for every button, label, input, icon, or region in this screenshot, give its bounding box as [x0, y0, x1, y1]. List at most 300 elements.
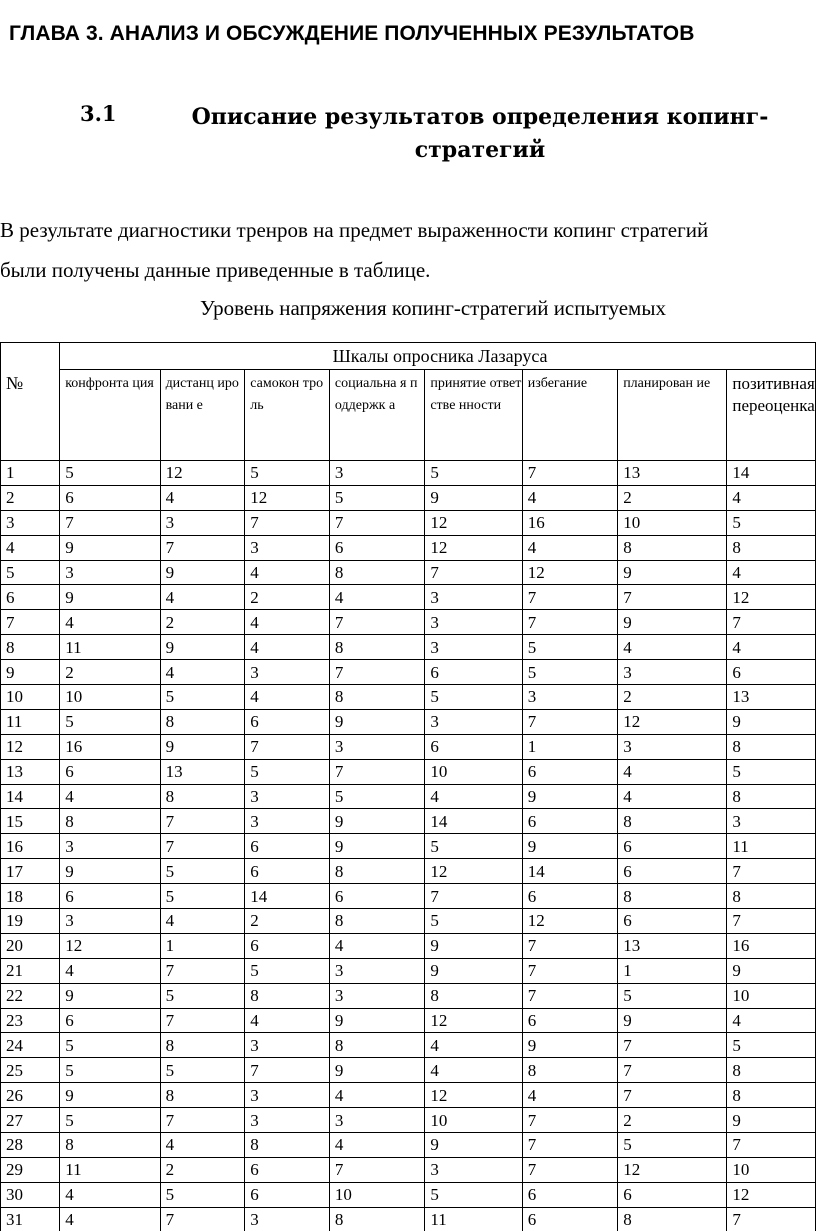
- table-cell: 2: [245, 909, 330, 934]
- table-cell: 6: [245, 709, 330, 734]
- table-cell: 7: [727, 1133, 816, 1158]
- table-cell: 4: [329, 1133, 424, 1158]
- table-cell: 7: [522, 1133, 617, 1158]
- table-cell: 4: [245, 685, 330, 710]
- table-cell: 8: [727, 1083, 816, 1108]
- paragraph-line2: были получены данные приведенные в таблице.: [0, 258, 431, 282]
- table-cell: 6: [522, 1182, 617, 1207]
- table-cell: 2: [160, 610, 245, 635]
- table-cell: 9: [618, 610, 727, 635]
- row-number-cell: 6: [1, 585, 60, 610]
- table-cell: 3: [727, 809, 816, 834]
- table-cell: 8: [160, 709, 245, 734]
- table-cell: 2: [60, 660, 160, 685]
- table-cell: 6: [522, 1008, 617, 1033]
- table-cell: 4: [522, 485, 617, 510]
- table-cell: 7: [727, 610, 816, 635]
- table-cell: 7: [727, 909, 816, 934]
- table-cell: 9: [329, 834, 424, 859]
- table-cell: 12: [727, 585, 816, 610]
- table-cell: 12: [425, 535, 522, 560]
- table-cell: 6: [522, 884, 617, 909]
- table-cell: 4: [425, 784, 522, 809]
- results-table: [0, 342, 816, 1231]
- table-cell: 4: [245, 560, 330, 585]
- table-cell: 4: [522, 1083, 617, 1108]
- table-cell: 6: [60, 485, 160, 510]
- table-row: [1, 983, 816, 1008]
- table-row: [1, 809, 816, 834]
- table-cell: 4: [160, 660, 245, 685]
- column-header: конфронта ция: [60, 370, 160, 461]
- table-cell: 4: [60, 610, 160, 635]
- table-cell: 12: [425, 510, 522, 535]
- table-row: [1, 709, 816, 734]
- column-header: планирован ие: [618, 370, 727, 461]
- table-cell: 7: [160, 834, 245, 859]
- table-cell: 7: [522, 709, 617, 734]
- table-cell: 6: [245, 834, 330, 859]
- number-header-label: №: [6, 373, 24, 393]
- table-cell: 3: [618, 734, 727, 759]
- table-cell: 3: [245, 1033, 330, 1058]
- table-cell: 12: [618, 1157, 727, 1182]
- row-number-cell: 30: [1, 1182, 60, 1207]
- row-number-cell: 23: [1, 1008, 60, 1033]
- table-cell: 8: [425, 983, 522, 1008]
- row-number-cell: 21: [1, 958, 60, 983]
- table-row: [1, 1008, 816, 1033]
- table-cell: 16: [522, 510, 617, 535]
- row-number-cell: 13: [1, 759, 60, 784]
- table-cell: 7: [160, 1108, 245, 1133]
- table-cell: 9: [60, 585, 160, 610]
- row-number-cell: 26: [1, 1083, 60, 1108]
- table-row: [1, 461, 816, 486]
- table-cell: 9: [425, 958, 522, 983]
- table-cell: 12: [522, 560, 617, 585]
- table-cell: 7: [329, 1157, 424, 1182]
- table-cell: 7: [618, 1083, 727, 1108]
- table-cell: 1: [618, 958, 727, 983]
- table-cell: 3: [60, 909, 160, 934]
- table-cell: 14: [727, 461, 816, 486]
- table-cell: 4: [60, 784, 160, 809]
- table-row: [1, 784, 816, 809]
- table-cell: 3: [245, 1108, 330, 1133]
- table-cell: 12: [522, 909, 617, 934]
- table-cell: 7: [329, 610, 424, 635]
- row-number-cell: 9: [1, 660, 60, 685]
- table-cell: 2: [245, 585, 330, 610]
- table-cell: 6: [245, 933, 330, 958]
- table-cell: 5: [245, 958, 330, 983]
- table-cell: 5: [329, 485, 424, 510]
- table-cell: 6: [618, 834, 727, 859]
- table-cell: 13: [727, 685, 816, 710]
- table-cell: 4: [727, 560, 816, 585]
- table-cell: 13: [618, 933, 727, 958]
- table-cell: 10: [60, 685, 160, 710]
- table-cell: 4: [329, 585, 424, 610]
- table-cell: 7: [245, 1058, 330, 1083]
- table-cell: 7: [522, 983, 617, 1008]
- table-cell: 9: [60, 1083, 160, 1108]
- table-cell: 9: [329, 709, 424, 734]
- table-cell: 1: [522, 734, 617, 759]
- table-cell: 4: [160, 909, 245, 934]
- table-cell: 6: [727, 660, 816, 685]
- table-cell: 3: [245, 1207, 330, 1231]
- table-cell: 7: [425, 560, 522, 585]
- row-number-cell: 12: [1, 734, 60, 759]
- table-row: [1, 759, 816, 784]
- table-cell: 4: [160, 485, 245, 510]
- table-cell: 7: [522, 610, 617, 635]
- table-cell: 4: [618, 759, 727, 784]
- table-cell: 4: [160, 1133, 245, 1158]
- table-cell: 4: [245, 610, 330, 635]
- table-row: [1, 1182, 816, 1207]
- table-cell: 7: [160, 958, 245, 983]
- table-cell: 13: [160, 759, 245, 784]
- table-cell: 12: [425, 859, 522, 884]
- table-row: [1, 884, 816, 909]
- table-cell: 5: [425, 834, 522, 859]
- row-number-cell: 27: [1, 1108, 60, 1133]
- table-cell: 14: [425, 809, 522, 834]
- table-cell: 10: [727, 1157, 816, 1182]
- table-cell: 12: [160, 461, 245, 486]
- table-cell: 11: [60, 635, 160, 660]
- table-cell: 7: [618, 1058, 727, 1083]
- row-number-cell: 24: [1, 1033, 60, 1058]
- table-cell: 3: [618, 660, 727, 685]
- table-cell: 3: [329, 958, 424, 983]
- table-cell: 3: [245, 535, 330, 560]
- table-cell: 9: [329, 1058, 424, 1083]
- table-cell: 9: [425, 933, 522, 958]
- table-cell: 4: [60, 958, 160, 983]
- table-cell: 4: [425, 1033, 522, 1058]
- table-cell: 4: [329, 1083, 424, 1108]
- table-cell: 5: [727, 759, 816, 784]
- section-number: 3.1: [80, 101, 117, 126]
- table-cell: 7: [425, 884, 522, 909]
- table-cell: 6: [522, 759, 617, 784]
- table-cell: 5: [60, 1033, 160, 1058]
- table-cell: 5: [329, 784, 424, 809]
- row-number-cell: 14: [1, 784, 60, 809]
- table-cell: 3: [329, 983, 424, 1008]
- table-cell: 3: [425, 635, 522, 660]
- table-cell: 3: [245, 1083, 330, 1108]
- table-cell: 8: [329, 859, 424, 884]
- table-cell: 3: [245, 809, 330, 834]
- table-cell: 8: [618, 1207, 727, 1231]
- table-cell: 6: [329, 535, 424, 560]
- table-cell: 8: [618, 535, 727, 560]
- table-cell: 4: [618, 784, 727, 809]
- table-cell: 7: [329, 510, 424, 535]
- table-cell: 9: [329, 809, 424, 834]
- table-cell: 3: [245, 784, 330, 809]
- table-cell: 2: [618, 485, 727, 510]
- table-row: [1, 834, 816, 859]
- table-cell: 10: [329, 1182, 424, 1207]
- table-cell: 12: [618, 709, 727, 734]
- table-cell: 9: [60, 535, 160, 560]
- table-cell: 8: [160, 784, 245, 809]
- table-cell: 3: [329, 461, 424, 486]
- table-cell: 5: [522, 660, 617, 685]
- table-cell: 7: [522, 958, 617, 983]
- row-number-cell: 3: [1, 510, 60, 535]
- table-cell: 10: [425, 1108, 522, 1133]
- table-cell: 8: [727, 535, 816, 560]
- table-cell: 9: [727, 1108, 816, 1133]
- row-number-cell: 20: [1, 933, 60, 958]
- table-cell: 6: [329, 884, 424, 909]
- body-paragraph: [0, 210, 816, 290]
- table-cell: 6: [618, 1182, 727, 1207]
- table-row: [1, 635, 816, 660]
- table-cell: 5: [160, 884, 245, 909]
- section-title: [90, 101, 790, 167]
- row-number-cell: 19: [1, 909, 60, 934]
- table-cell: 6: [522, 809, 617, 834]
- table-row: [1, 510, 816, 535]
- table-cell: 16: [727, 933, 816, 958]
- table-cell: 12: [425, 1008, 522, 1033]
- table-cell: 12: [60, 933, 160, 958]
- table-cell: 11: [60, 1157, 160, 1182]
- table-cell: 3: [245, 660, 330, 685]
- table-cell: 5: [160, 859, 245, 884]
- table-cell: 7: [160, 1207, 245, 1231]
- table-cell: 3: [425, 709, 522, 734]
- table-cell: 5: [245, 461, 330, 486]
- table-cell: 8: [727, 1058, 816, 1083]
- row-number-cell: 2: [1, 485, 60, 510]
- table-cell: 5: [60, 709, 160, 734]
- table-cell: 14: [522, 859, 617, 884]
- table-cell: 6: [60, 1008, 160, 1033]
- table-cell: 8: [329, 635, 424, 660]
- table-cell: 5: [425, 685, 522, 710]
- column-header: социальна я поддержк а: [329, 370, 424, 461]
- table-cell: 9: [727, 709, 816, 734]
- table-cell: 3: [60, 560, 160, 585]
- table-cell: 8: [329, 560, 424, 585]
- table-cell: 2: [618, 1108, 727, 1133]
- table-cell: 11: [727, 834, 816, 859]
- table-cell: 8: [329, 909, 424, 934]
- table-cell: 10: [425, 759, 522, 784]
- table-cell: 6: [618, 909, 727, 934]
- table-cell: 7: [522, 933, 617, 958]
- row-number-cell: 1: [1, 461, 60, 486]
- table-cell: 10: [727, 983, 816, 1008]
- table-cell: 12: [727, 1182, 816, 1207]
- table-cell: 5: [60, 1108, 160, 1133]
- table-cell: 13: [618, 461, 727, 486]
- table-cell: 5: [618, 983, 727, 1008]
- row-number-cell: 16: [1, 834, 60, 859]
- table-cell: 5: [160, 1182, 245, 1207]
- table-row: [1, 859, 816, 884]
- table-row: [1, 958, 816, 983]
- table-cell: 12: [245, 485, 330, 510]
- row-number-cell: 11: [1, 709, 60, 734]
- table-cell: 6: [60, 884, 160, 909]
- table-cell: 9: [60, 859, 160, 884]
- table-cell: 8: [160, 1033, 245, 1058]
- table-cell: 3: [425, 585, 522, 610]
- row-number-cell: 29: [1, 1157, 60, 1182]
- row-number-cell: 8: [1, 635, 60, 660]
- table-cell: 8: [160, 1083, 245, 1108]
- table-cell: 5: [727, 510, 816, 535]
- row-number-cell: 28: [1, 1133, 60, 1158]
- table-caption: Уровень напряжения копинг-стратегий испытуемых: [200, 296, 666, 320]
- table-cell: 6: [425, 660, 522, 685]
- column-header: дистанц ировани е: [160, 370, 245, 461]
- chapter-title: ГЛАВА 3. АНАЛИЗ И ОБСУЖДЕНИЕ ПОЛУЧЕННЫХ РЕЗУЛЬТАТОВ: [9, 22, 695, 45]
- table-cell: 5: [160, 983, 245, 1008]
- table-cell: 4: [245, 635, 330, 660]
- table-cell: 7: [727, 1207, 816, 1231]
- table-cell: 5: [425, 909, 522, 934]
- table-cell: 8: [60, 1133, 160, 1158]
- table-row: [1, 1058, 816, 1083]
- table-cell: 9: [60, 983, 160, 1008]
- table-cell: 5: [60, 1058, 160, 1083]
- table-cell: 8: [727, 884, 816, 909]
- table-cell: 4: [160, 585, 245, 610]
- table-cell: 9: [727, 958, 816, 983]
- table-cell: 8: [522, 1058, 617, 1083]
- table-cell: 16: [60, 734, 160, 759]
- table-cell: 11: [425, 1207, 522, 1231]
- table-cell: 6: [245, 1157, 330, 1182]
- table-cell: 7: [329, 759, 424, 784]
- table-cell: 5: [160, 685, 245, 710]
- table-cell: 9: [618, 560, 727, 585]
- table-cell: 9: [160, 560, 245, 585]
- table-cell: 4: [618, 635, 727, 660]
- table-cell: 9: [160, 734, 245, 759]
- table-cell: 3: [329, 1108, 424, 1133]
- table-cell: 5: [160, 1058, 245, 1083]
- table-cell: 7: [618, 585, 727, 610]
- table-row: [1, 535, 816, 560]
- table-row: [1, 1133, 816, 1158]
- table-cell: 14: [245, 884, 330, 909]
- table-row: [1, 610, 816, 635]
- table-cell: 2: [160, 1157, 245, 1182]
- column-header: избегание: [522, 370, 617, 461]
- row-number-cell: 10: [1, 685, 60, 710]
- section-title-line1: Описание результатов определения копинг-: [191, 104, 769, 130]
- table-cell: 4: [727, 635, 816, 660]
- table-cell: 8: [618, 809, 727, 834]
- table-cell: 9: [160, 635, 245, 660]
- number-header: [1, 343, 60, 461]
- column-header-row: [1, 370, 816, 461]
- row-number-cell: 17: [1, 859, 60, 884]
- table-cell: 4: [60, 1207, 160, 1231]
- table-row: [1, 1033, 816, 1058]
- table-row: [1, 560, 816, 585]
- table-cell: 7: [60, 510, 160, 535]
- table-cell: 3: [329, 734, 424, 759]
- row-number-cell: 22: [1, 983, 60, 1008]
- table-row: [1, 933, 816, 958]
- table-cell: 3: [60, 834, 160, 859]
- table-cell: 8: [727, 734, 816, 759]
- table-cell: 5: [245, 759, 330, 784]
- table-cell: 9: [522, 1033, 617, 1058]
- table-row: [1, 1083, 816, 1108]
- paragraph-line1: В результате диагностики тренров на предмет выраженности копинг стратегий: [0, 218, 709, 242]
- column-header: позитивная переоценка: [727, 370, 816, 461]
- table-cell: 6: [245, 859, 330, 884]
- row-number-cell: 4: [1, 535, 60, 560]
- table-cell: 7: [329, 660, 424, 685]
- column-header: самокон троль: [245, 370, 330, 461]
- table-cell: 7: [618, 1033, 727, 1058]
- table-cell: 8: [329, 1033, 424, 1058]
- table-cell: 3: [522, 685, 617, 710]
- table-cell: 4: [329, 933, 424, 958]
- table-cell: 8: [618, 884, 727, 909]
- table-cell: 9: [425, 485, 522, 510]
- table-cell: 8: [245, 983, 330, 1008]
- table-cell: 4: [60, 1182, 160, 1207]
- table-cell: 7: [522, 585, 617, 610]
- table-cell: 6: [522, 1207, 617, 1231]
- table-cell: 5: [522, 635, 617, 660]
- group-header-row: [1, 343, 816, 370]
- table-cell: 9: [522, 834, 617, 859]
- table-cell: 3: [160, 510, 245, 535]
- table-cell: 5: [618, 1133, 727, 1158]
- table-row: [1, 660, 816, 685]
- table-row: [1, 685, 816, 710]
- table-cell: 4: [522, 535, 617, 560]
- table-cell: 4: [727, 1008, 816, 1033]
- table-cell: 8: [60, 809, 160, 834]
- table-cell: 5: [727, 1033, 816, 1058]
- table-cell: 1: [160, 933, 245, 958]
- table-cell: 4: [727, 485, 816, 510]
- section-title-line2: стратегий: [414, 137, 546, 163]
- table-cell: 7: [160, 809, 245, 834]
- table-row: [1, 1207, 816, 1231]
- column-header: принятие ответстве нности: [425, 370, 522, 461]
- table-cell: 7: [160, 535, 245, 560]
- table-cell: 7: [160, 1008, 245, 1033]
- table-cell: 5: [60, 461, 160, 486]
- table-cell: 8: [329, 685, 424, 710]
- table-row: [1, 485, 816, 510]
- table-cell: 6: [425, 734, 522, 759]
- table-cell: 8: [245, 1133, 330, 1158]
- table-cell: 5: [425, 1182, 522, 1207]
- table-cell: 8: [727, 784, 816, 809]
- table-cell: 9: [522, 784, 617, 809]
